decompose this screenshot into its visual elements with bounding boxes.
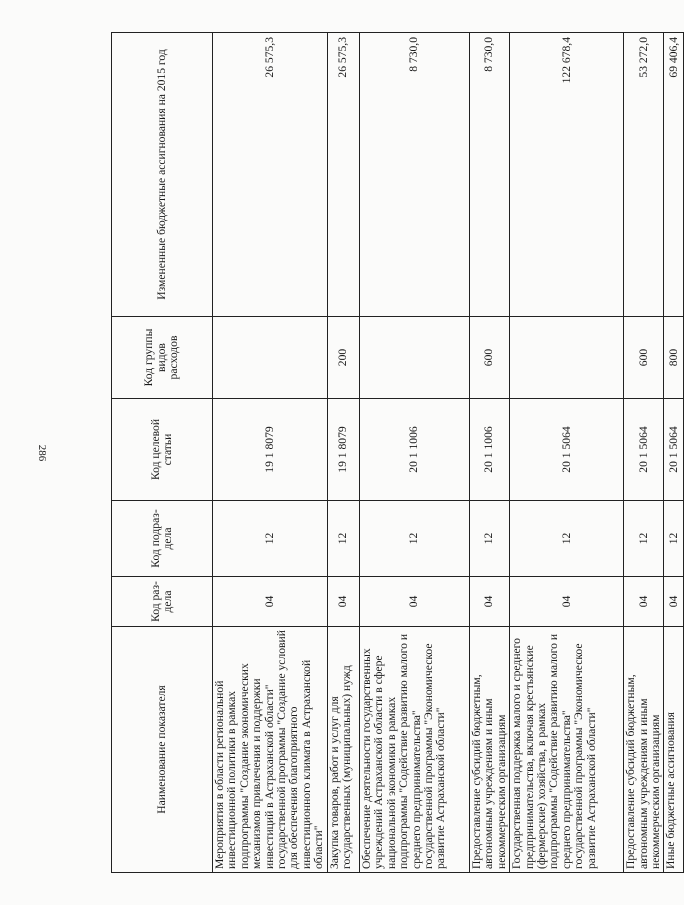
- header-statya: Код целевой статьи: [112, 399, 213, 501]
- row-amount: 8 730,0: [470, 33, 510, 317]
- table-row: [328, 33, 360, 873]
- row-name: Обеспечение деятельности государственных учреждений Астраханской области в сфере национальной экономики в рамках подпрограммы "Содействие развитию малого и среднего предпринимательства" государственной программы "Экономическое развитие Астраханской области": [360, 627, 470, 873]
- row-vid: 200: [328, 317, 360, 399]
- page-number: 286: [36, 444, 48, 462]
- row-vid: [213, 317, 328, 399]
- row-razdel: 04: [328, 577, 360, 627]
- row-name: Государственная поддержка малого и среднего предпринимательства, включая крестьянские (фермерские) хозяйства, в рамках подпрограммы "Содействие развитию малого и среднего предпринимательства" государственной программы "Экономическое развитие Астраханской области": [510, 627, 624, 873]
- row-statya: 19 1 8079: [328, 399, 360, 501]
- row-amount: 26 575,3: [213, 33, 328, 317]
- row-podrazdel: 12: [360, 501, 470, 577]
- row-statya: 19 1 8079: [213, 399, 328, 501]
- row-podrazdel: 12: [510, 501, 624, 577]
- budget-table: [111, 32, 684, 873]
- row-podrazdel: 12: [328, 501, 360, 577]
- row-razdel: 04: [360, 577, 470, 627]
- row-podrazdel: 12: [664, 501, 684, 577]
- header-podrazdel: Код подраз-дела: [112, 501, 213, 577]
- row-razdel: 04: [213, 577, 328, 627]
- row-vid: [510, 317, 624, 399]
- row-statya: 20 1 5064: [510, 399, 624, 501]
- budget-table-rotated: [111, 33, 680, 873]
- row-vid: 800: [664, 317, 684, 399]
- row-amount: 53 272,0: [624, 33, 664, 317]
- row-statya: 20 1 5064: [624, 399, 664, 501]
- header-razdel: Код раз-дела: [112, 577, 213, 627]
- row-name: Предоставление субсидий бюджетным, автономным учреждениям и иным некоммерческим организациям: [624, 627, 664, 873]
- table-row: [470, 33, 510, 873]
- table-row: [360, 33, 470, 873]
- row-vid: 600: [470, 317, 510, 399]
- row-name: Закупка товаров, работ и услуг для государственных (муниципальных) нужд: [328, 627, 360, 873]
- row-name: Мероприятия в области региональной инвестиционной политики в рамках подпрограммы "Создание экономических механизмов привлечения и поддержки инвестиций в Астраханской области" государственной программы "Создание условий для обеспечения благоприятного инвестиционного климата в Астраханской области": [213, 627, 328, 873]
- row-name: Иные бюджетные ассигнования: [664, 627, 684, 873]
- row-amount: 26 575,3: [328, 33, 360, 317]
- header-name: Наименование показателя: [112, 627, 213, 873]
- row-razdel: 04: [624, 577, 664, 627]
- row-amount: 8 730,0: [360, 33, 470, 317]
- table-row: [664, 33, 684, 873]
- table-row: [624, 33, 664, 873]
- row-podrazdel: 12: [624, 501, 664, 577]
- row-razdel: 04: [510, 577, 624, 627]
- row-name: Предоставление субсидий бюджетным, автономным учреждениям и иным некоммерческим организациям: [470, 627, 510, 873]
- row-razdel: 04: [664, 577, 684, 627]
- row-vid: [360, 317, 470, 399]
- row-vid: 600: [624, 317, 664, 399]
- row-statya: 20 1 1006: [470, 399, 510, 501]
- row-podrazdel: 12: [213, 501, 328, 577]
- table-row: [213, 33, 328, 873]
- header-row: [112, 33, 213, 873]
- header-vid: Код группы видов расходов: [112, 317, 213, 399]
- header-amount: Измененные бюджетные ассигнования на 2015 год: [112, 33, 213, 317]
- row-razdel: 04: [470, 577, 510, 627]
- row-amount: 122 678,4: [510, 33, 624, 317]
- table-row: [510, 33, 624, 873]
- row-statya: 20 1 1006: [360, 399, 470, 501]
- row-amount: 69 406,4: [664, 33, 684, 317]
- row-podrazdel: 12: [470, 501, 510, 577]
- row-statya: 20 1 5064: [664, 399, 684, 501]
